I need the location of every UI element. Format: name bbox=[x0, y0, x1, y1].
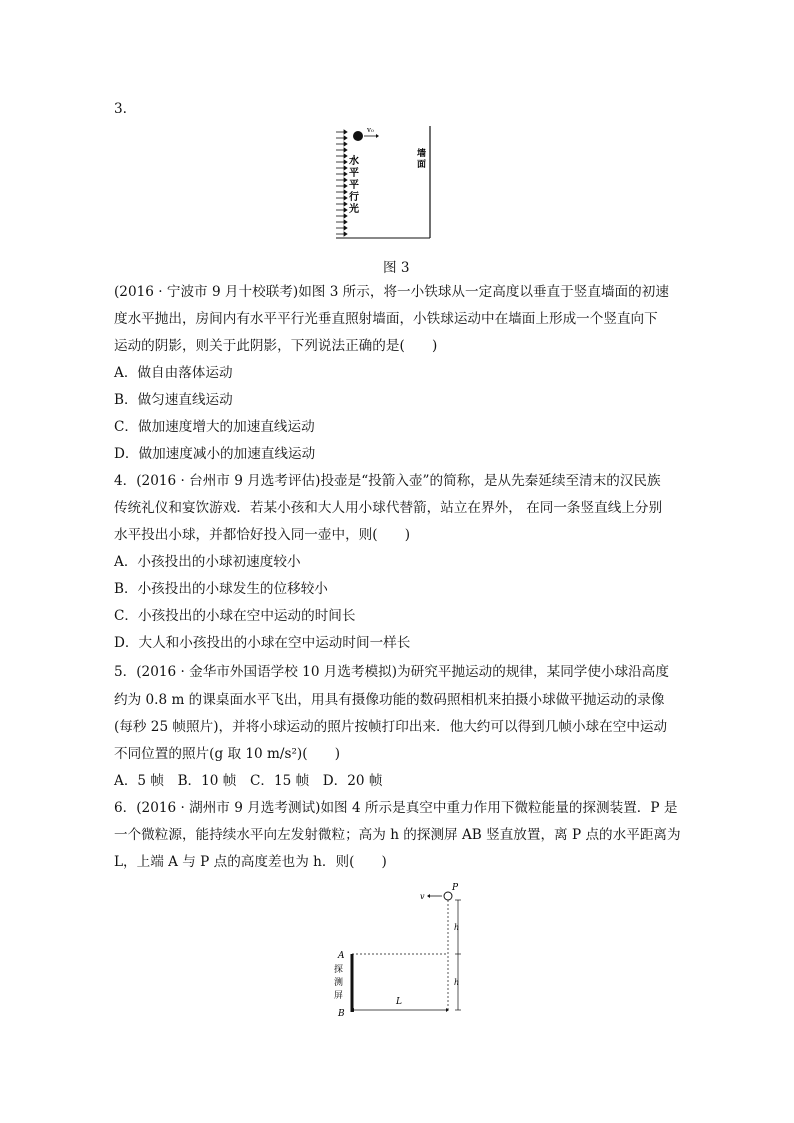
figure-4 bbox=[330, 878, 470, 1020]
velocity-arrowhead bbox=[376, 134, 379, 138]
svg-text:测: 测 bbox=[334, 978, 344, 988]
q3-option-d: D．做加速度减小的加速直线运动 bbox=[114, 446, 316, 462]
q4-option-c: C．小孩投出的小球在空中运动的时间长 bbox=[114, 608, 356, 624]
q5-stem-line-2: 约为 0.8 m 的课桌面水平飞出，用具有摄像功能的数码照相机来拍摄小球做平抛运动的录像 bbox=[114, 692, 665, 708]
q3-stem-line-1: (2016 · 宁波市 9 月十校联考)如图 3 所示，将一小铁球从一定高度以垂直于竖直墙面的初速 bbox=[114, 284, 669, 300]
svg-text:水: 水 bbox=[349, 156, 359, 167]
wall-label bbox=[417, 147, 426, 170]
screen-label bbox=[334, 963, 343, 1001]
q3-stem-line-3: 运动的阴影，则关于此阴影，下列说法正确的是( ) bbox=[114, 338, 438, 354]
svg-text:光: 光 bbox=[349, 204, 359, 215]
figure-3 bbox=[332, 124, 444, 242]
q4-option-b: B．小孩投出的小球发生的位移较小 bbox=[114, 581, 328, 597]
svg-text:行: 行 bbox=[349, 192, 359, 203]
h-label-2: h bbox=[454, 978, 460, 987]
svg-text:屏: 屏 bbox=[334, 991, 344, 1001]
q6-stem-line-3: L，上端 A 与 P 点的高度差也为 h．则( ) bbox=[114, 854, 387, 870]
svg-text:平: 平 bbox=[349, 168, 359, 179]
q4-stem-line-3: 水平投出小球，并都恰好投入同一壶中，则( ) bbox=[114, 527, 411, 543]
q5-stem-line-3: (每秒 25 帧照片)，并将小球运动的照片按帧打印出来．他大约可以得到几帧小球在空中运动 bbox=[114, 719, 668, 735]
q3-option-c: C．做加速度增大的加速直线运动 bbox=[114, 419, 315, 435]
a-label: A bbox=[338, 951, 345, 961]
figure-4-diagram bbox=[330, 878, 470, 1020]
q6-stem-line-1: 6．(2016 · 湖州市 9 月选考测试)如图 4 所示是真空中重力作用下微粒能量的探测装置．P 是 bbox=[114, 800, 678, 816]
v-arrowhead bbox=[427, 894, 430, 898]
figure-3-diagram bbox=[332, 124, 444, 242]
l-label: L bbox=[396, 997, 402, 1007]
q6-stem-line-2: 一个微粒源，能持续水平向左发射微粒；高为 h 的探测屏 AB 竖直放置，离 P 点的水平距离为 bbox=[114, 827, 681, 843]
q4-stem-line-2: 传统礼仪和宴饮游戏．若某小孩和大人用小球代替箭，站立在界外， 在同一条竖直线上分别 bbox=[114, 500, 663, 516]
p-label: P bbox=[452, 883, 459, 893]
light-label bbox=[349, 154, 359, 215]
particle-source bbox=[444, 892, 452, 900]
svg-text:面: 面 bbox=[417, 160, 427, 170]
q4-stem-line-1: 4．(2016 · 台州市 9 月选考评估)投壶是“投箭入壶”的简称，是从先秦延续至清末的汉民族 bbox=[114, 473, 661, 489]
q3-stem-line-2: 度水平抛出，房间内有水平平行光垂直照射墙面，小铁球运动中在墙面上形成一个竖直向下 bbox=[114, 311, 658, 327]
b-label: B bbox=[338, 1009, 345, 1019]
q3-option-a: A．做自由落体运动 bbox=[114, 365, 233, 381]
figure-3-caption: 图 3 bbox=[383, 260, 410, 276]
q4-option-a: A．小孩投出的小球初速度较小 bbox=[114, 554, 301, 570]
q5-stem-line-1: 5．(2016 · 金华市外国语学校 10 月选考模拟)为研究平抛运动的规律，某同学使小球沿高度 bbox=[114, 664, 669, 680]
v-label: v bbox=[420, 892, 425, 901]
q5-options: A．5 帧 B．10 帧 C．15 帧 D．20 帧 bbox=[114, 773, 383, 789]
q3-option-b: B．做匀速直线运动 bbox=[114, 392, 233, 408]
v0-label: v₀ bbox=[367, 126, 374, 134]
q3-number: 3. bbox=[114, 101, 127, 117]
h-label-1: h bbox=[454, 923, 460, 932]
svg-text:平: 平 bbox=[349, 180, 359, 191]
light-arrows bbox=[336, 130, 347, 236]
q4-option-d: D．大人和小孩投出的小球在空中运动时间一样长 bbox=[114, 635, 411, 651]
svg-text:墙: 墙 bbox=[417, 149, 427, 159]
q5-stem-line-4: 不同位置的照片(g 取 10 m/s²)( ) bbox=[114, 746, 341, 762]
svg-text:探: 探 bbox=[334, 965, 344, 975]
iron-ball bbox=[353, 131, 363, 141]
